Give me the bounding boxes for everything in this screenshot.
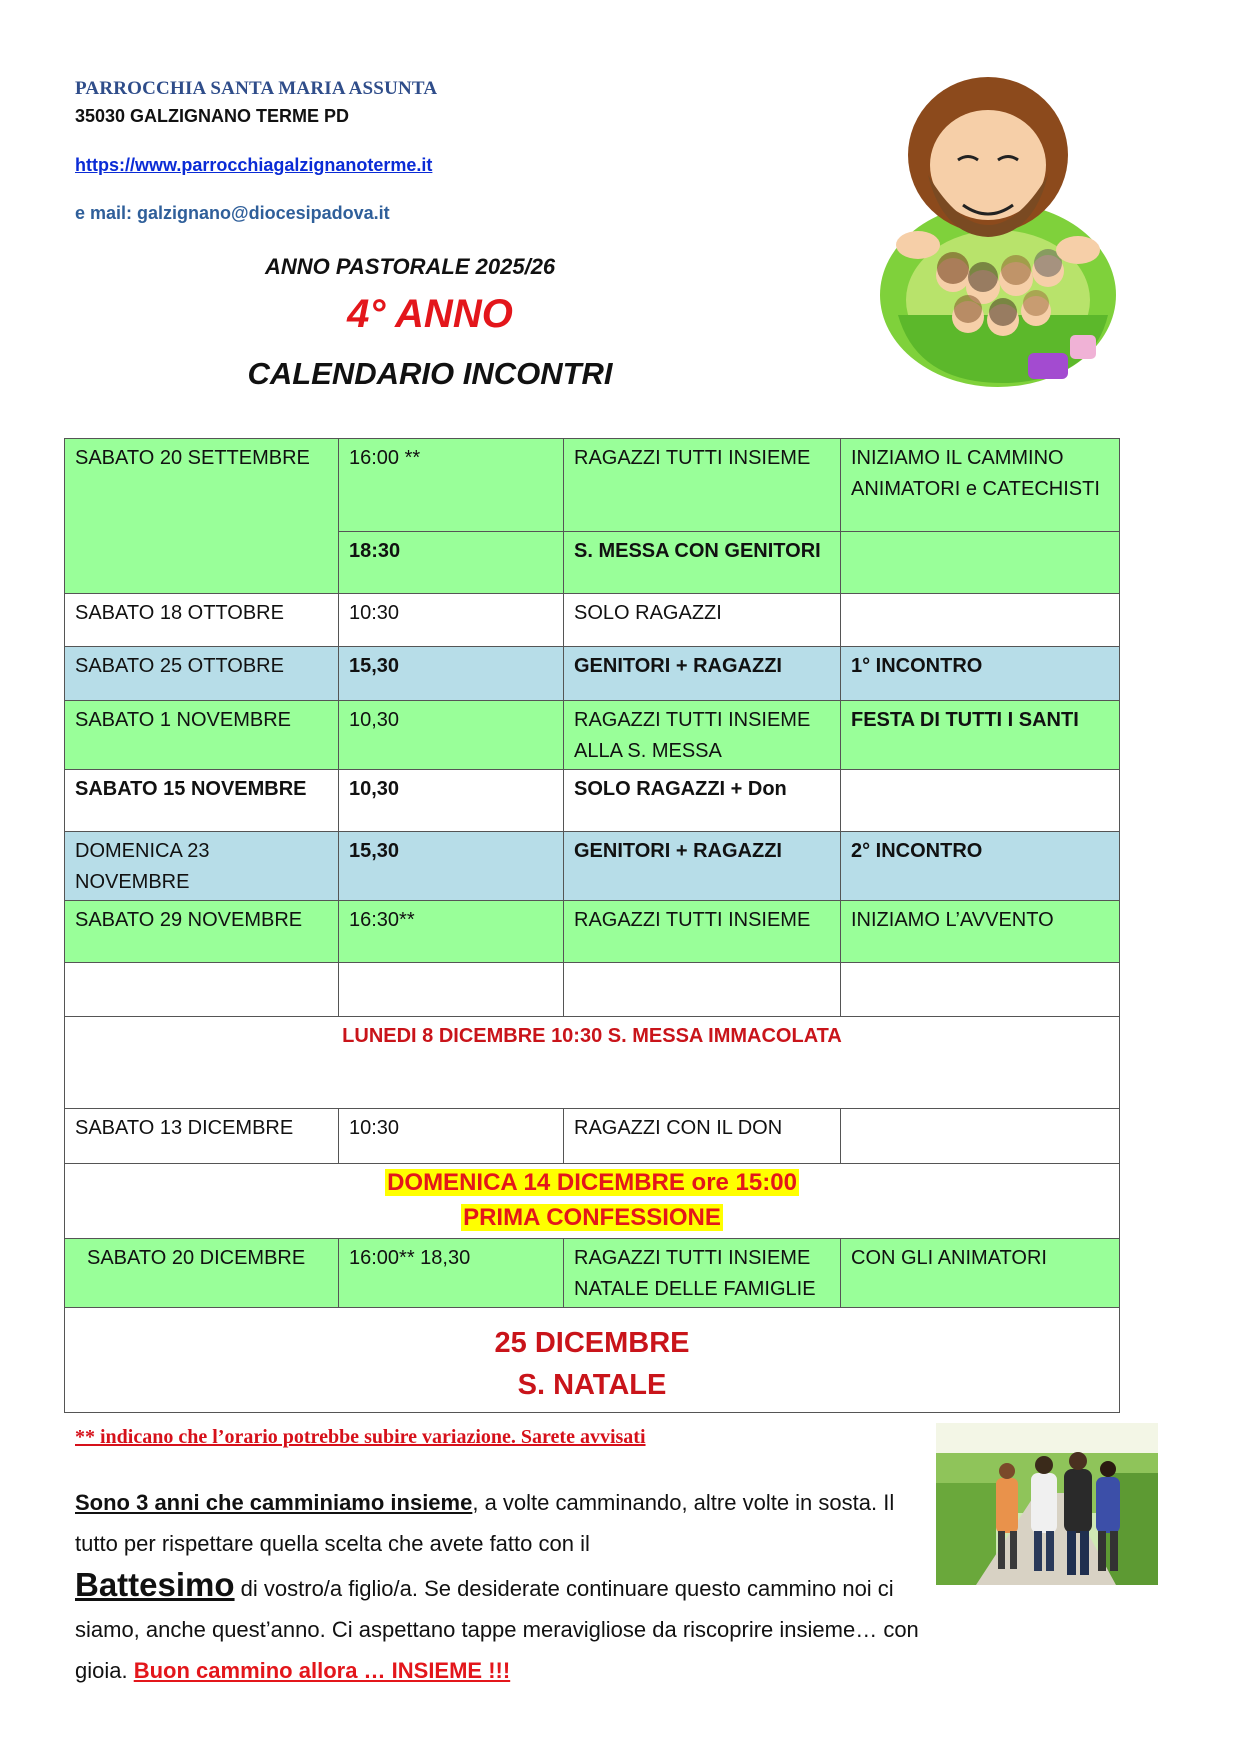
table-row: [65, 963, 1120, 1017]
note-cell: 2° INCONTRO: [841, 832, 1120, 901]
time-cell: 18:30: [339, 532, 564, 594]
note-cell: INIZIAMO L’AVVENTO: [841, 901, 1120, 963]
time-cell: 10,30: [339, 701, 564, 770]
confessione-date: DOMENICA 14 DICEMBRE ore 15:00: [387, 1169, 797, 1196]
schedule-note: ** indicano che l’orario potrebbe subire variazione. Sarete avvisati: [75, 1426, 646, 1448]
date-cell: SABATO 20 DICEMBRE: [65, 1239, 339, 1308]
anno-heading: 4° ANNO: [347, 292, 513, 336]
who-cell: GENITORI + RAGAZZI: [564, 832, 841, 901]
calendar-table: [64, 438, 1120, 1413]
who-cell: [564, 963, 841, 1017]
confessione-title: PRIMA CONFESSIONE: [463, 1204, 721, 1231]
who-cell: RAGAZZI TUTTI INSIEME: [564, 901, 841, 963]
date-cell: [65, 963, 339, 1017]
walking-people-photo: [936, 1423, 1158, 1585]
note-cell: [841, 594, 1120, 647]
table-row: [65, 594, 1120, 647]
battesimo-word: Battesimo: [75, 1566, 235, 1603]
table-row: [65, 1109, 1120, 1164]
natale-date: 25 DICEMBRE: [494, 1327, 690, 1359]
email-line: e mail: galzignano@diocesipadova.it: [75, 203, 390, 223]
note-cell: 1° INCONTRO: [841, 647, 1120, 701]
who-cell: S. MESSA CON GENITORI: [564, 532, 841, 594]
time-cell: 10,30: [339, 770, 564, 832]
who-cell: SOLO RAGAZZI + Don: [564, 770, 841, 832]
time-cell: 10:30: [339, 1109, 564, 1164]
parish-name: PARROCCHIA SANTA MARIA ASSUNTA: [75, 78, 438, 99]
note-cell: [841, 770, 1120, 832]
note-cell: CON GLI ANIMATORI: [841, 1239, 1120, 1308]
calendar-heading: CALENDARIO INCONTRI: [247, 356, 613, 391]
natale-title: S. NATALE: [517, 1369, 667, 1401]
para-closing-red: Buon cammino allora … INSIEME !!!: [133, 1658, 511, 1683]
time-cell: 16:30**: [339, 901, 564, 963]
table-row: [65, 439, 1120, 532]
closing-paragraph: [75, 1482, 935, 1691]
natale-cell: [65, 1308, 1120, 1413]
time-cell: 15,30: [339, 832, 564, 901]
who-cell: SOLO RAGAZZI: [564, 594, 841, 647]
immacolata-text: LUNEDI 8 DICEMBRE 10:30 S. MESSA IMMACOLATA: [342, 1025, 842, 1047]
date-cell: SABATO 15 NOVEMBRE: [65, 770, 339, 832]
note-cell: [841, 1109, 1120, 1164]
date-cell: SABATO 20 SETTEMBRE: [65, 439, 339, 594]
date-cell: SABATO 13 DICEMBRE: [65, 1109, 339, 1164]
table-row: [65, 1164, 1120, 1239]
table-row: [65, 701, 1120, 770]
table-row: [65, 832, 1120, 901]
table-row: [65, 1308, 1120, 1413]
who-cell: RAGAZZI TUTTI INSIEME: [564, 439, 841, 532]
date-cell: SABATO 25 OTTOBRE: [65, 647, 339, 701]
time-cell: 10:30: [339, 594, 564, 647]
table-row: [65, 901, 1120, 963]
time-cell: [339, 963, 564, 1017]
note-cell: FESTA DI TUTTI I SANTI: [841, 701, 1120, 770]
who-cell: RAGAZZI TUTTI INSIEME NATALE DELLE FAMIGLIE: [564, 1239, 841, 1308]
date-cell: SABATO 1 NOVEMBRE: [65, 701, 339, 770]
note-cell: [841, 532, 1120, 594]
date-cell: SABATO 29 NOVEMBRE: [65, 901, 339, 963]
date-cell: DOMENICA 23 NOVEMBRE: [65, 832, 339, 901]
note-cell: [841, 963, 1120, 1017]
table-row: [65, 1239, 1120, 1308]
parish-address: 35030 GALZIGNANO TERME PD: [75, 106, 350, 126]
time-cell: 16:00 **: [339, 439, 564, 532]
table-row: [65, 770, 1120, 832]
time-cell: 15,30: [339, 647, 564, 701]
para-text-2: di vostro/a figlio/a. Se desiderate continuare questo cammino noi ci siamo, anche quest’anno. Ci aspettano tappe meravigliose da riscoprire insieme… con gioia.: [75, 1576, 919, 1683]
para-text-1: , a volte camminando, altre volte in sosta. Il tutto per rispettare quella scelta che avete fatto con il: [75, 1490, 895, 1556]
anno-pastorale-title: ANNO PASTORALE 2025/26: [265, 254, 556, 279]
who-cell: RAGAZZI CON IL DON: [564, 1109, 841, 1164]
table-row: [65, 1017, 1120, 1109]
date-cell: SABATO 18 OTTOBRE: [65, 594, 339, 647]
note-cell: INIZIAMO IL CAMMINO ANIMATORI e CATECHISTI: [841, 439, 1120, 532]
jesus-children-illustration: [858, 65, 1128, 395]
para-bold-intro: Sono 3 anni che camminiamo insieme: [75, 1490, 473, 1515]
who-cell: GENITORI + RAGAZZI: [564, 647, 841, 701]
who-cell: RAGAZZI TUTTI INSIEME ALLA S. MESSA: [564, 701, 841, 770]
website-link[interactable]: https://www.parrocchiagalzignanoterme.it: [75, 155, 433, 175]
time-cell: 16:00** 18,30: [339, 1239, 564, 1308]
confessione-cell: [65, 1164, 1120, 1239]
table-row: [65, 647, 1120, 701]
immacolata-cell: [65, 1017, 1120, 1109]
